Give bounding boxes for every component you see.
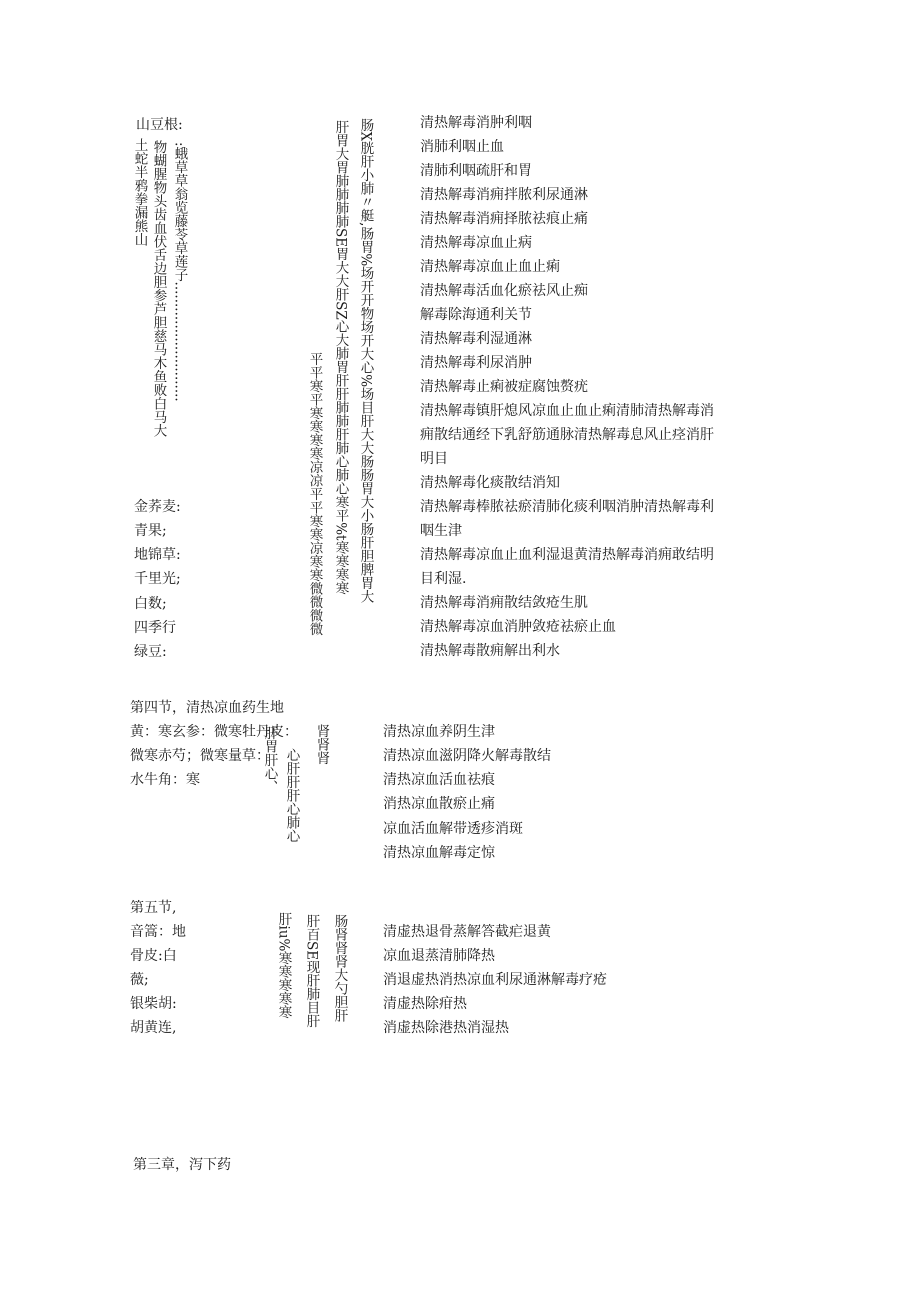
herb-column-1: :蛾草草翁览藤苓草莲子............................ [171,142,188,402]
section4-title: 第四节，清热凉血药生地 [130,700,284,716]
function-text: 消肺利咽止血 [420,139,504,155]
function-text: 清热解毒镇肝熄风凉血止血止痢清肺清热解毒消 [420,403,714,419]
herb-column-3: 土蛇半鸦拳漏熊山 [131,138,148,246]
function-text: 清热解毒消痈择脓祛痕止痛 [420,211,588,227]
property-column-2: 肝胃大胃肺肺肺肺SE胃大大肝SZ心大肺胃肝肝肺肺肝肺心肺心寒平%t寒寒寒寒 [332,120,349,595]
function-text: 清热解毒消痈散结敛疮生肌 [420,595,588,611]
function-text: 清热解毒凉血止血利湿退黄清热解毒消痈敢结明 [420,547,714,563]
section4-vertical-c: 心肝肝肝心肺心 [283,748,300,843]
function-text: 清热解毒凉血止血止痢 [420,259,560,275]
herb-name: 四季行 [134,620,176,636]
section5-line: 薇; [130,972,149,988]
herb-name-shandougen: 山豆根: [136,117,183,133]
herb-name: 白数; [134,596,167,612]
function-text: 清热解毒散痈解出利水 [420,643,560,659]
herb-name: 青果; [134,523,167,539]
function-text: 咽生津 [420,523,462,539]
function-text: 清热解毒消肿利咽 [420,115,532,131]
section5-vertical-a: 肠肾肾肾大勺胆肝 [331,914,348,1022]
function-text: 消热凉血散瘀止痛 [383,796,495,812]
function-text: 清虚热除疳热 [383,996,467,1012]
section5-line: 骨皮:白 [130,948,177,964]
function-text: 凉血活血解带透疹消斑 [383,821,523,837]
function-text: 消虚热除港热消湿热 [383,1020,509,1036]
function-text: 清热凉血滋阴降火解毒散结 [383,748,551,764]
section5-line: 胡黄连, [130,1020,177,1036]
function-text: 清热解毒消痈拌脓利尿通淋 [420,187,588,203]
function-text: 清热解毒利尿消肿 [420,355,532,371]
herb-name: 地锦草: [134,547,181,563]
function-text: 清肺利咽疏肝和胃 [420,163,532,179]
section4-line: 水牛角：寒 [130,772,200,788]
section5-line: 银柴胡: [130,996,177,1012]
function-text: 清热解毒止痢被症腐蚀赘疣 [420,379,588,395]
herb-column-2: 物蝴腥物头齿血伏舌边胆参芦胆慈马木鱼败白马大 [150,140,167,437]
section5-title: 第五节, [130,900,177,916]
function-text: 清虚热退骨蒸解答截疟退黄 [383,924,551,940]
section5-vertical-c: 肝iu%寒寒寒寒寒 [275,912,292,1019]
function-text: 痈散结通经下乳舒筋通脉清热解毒息风止痉消肝 [420,427,714,443]
herb-name: 金荞麦: [134,499,181,515]
section4-line: 黄：寒玄参：微寒牡丹皮： [130,724,298,740]
section5-line: 音篙：地 [130,924,186,940]
function-text: 明目 [420,451,448,467]
section4-line: 微寒赤芍；微寒量草： [130,748,270,764]
function-text: 清热凉血活血祛痕 [383,772,495,788]
function-text: 凉血退蒸清肺降热 [383,948,495,964]
section4-vertical-a: 肾肾肾 [313,724,330,765]
function-text: 目利湿. [420,571,467,587]
section5-vertical-b: 肝百SE现肝肺目肝 [303,914,320,1028]
function-text: 清热解毒化痰散结消知 [420,475,560,491]
section4-vertical-b: 肝胃肝心、 [261,726,278,794]
function-text: 清热解毒利湿通淋 [420,331,532,347]
function-text: 清热凉血养阴生津 [383,724,495,740]
herb-name: 千里光; [134,571,181,587]
chapter3-title: 第三章，泻下药 [133,1157,231,1173]
property-column-1: 肠X胱肝小肺〃艇,肠胃%场开开物场开大心%场目肝大大肠肠胃大小肠肝胆脾胃大 [357,118,374,604]
function-text: 清热解毒凉血消肿敛疮祛瘀止血 [420,619,616,635]
property-column-3: 平平寒平寒寒寒寒凉凉平平寒寒凉寒寒微微微微 [306,352,323,636]
function-text: 清热凉血解毒定惊 [383,845,495,861]
function-text: 清热解毒凉血止病 [420,235,532,251]
function-text: 解毒除海通利关节 [420,307,532,323]
herb-name: 绿豆: [134,644,167,660]
function-text: 清热解毒活血化瘀祛风止痴 [420,283,588,299]
function-text: 清热解毒棒脓祛瘀清肺化痰利咽消肿清热解毒利 [420,499,714,515]
function-text: 消退虚热消热凉血利尿通淋解毒疗疮 [383,972,607,988]
